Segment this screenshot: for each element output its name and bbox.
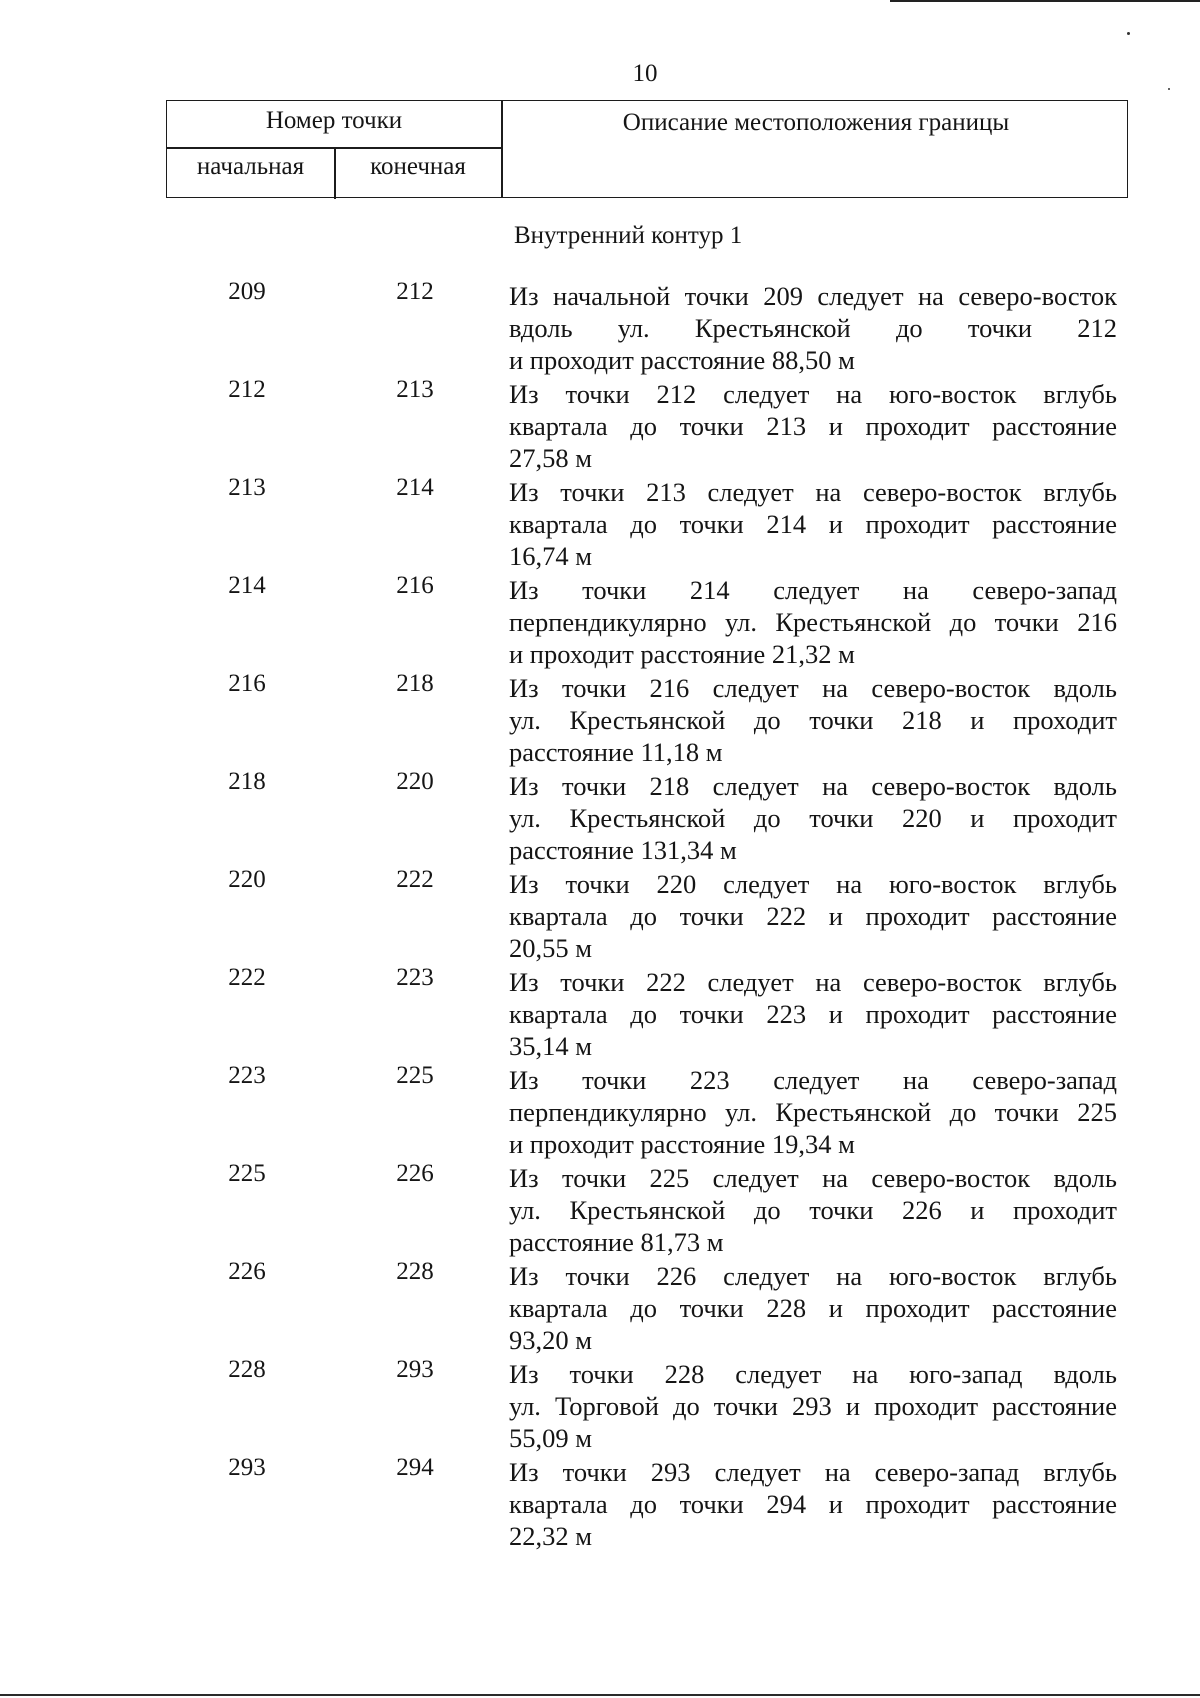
boundary-description [509,476,1117,572]
description-line: 93,20 м [509,1325,593,1355]
description-line: квартала до точки 294 и проходит расстояние [509,1489,1117,1519]
point-start: 228 [228,1356,266,1383]
scan-speck [1168,88,1170,90]
table-row [0,1454,1200,1552]
header-point-number: Номер точки [265,107,403,134]
description-line: расстояние 81,73 м [509,1227,724,1257]
description-line: Из начальной точки 209 следует на северо-восток [509,281,1117,311]
description-line: квартала до точки 213 и проходит расстояние [509,411,1117,441]
point-end: 213 [396,376,434,403]
description-line: квартала до точки 223 и проходит расстояние [509,999,1117,1029]
point-start: 218 [228,768,266,795]
point-end: 220 [396,768,434,795]
boundary-rows [0,278,1200,1552]
contour-title: Внутренний контур 1 [514,222,743,249]
description-line: квартала до точки 228 и проходит расстояние [509,1293,1117,1323]
description-line: Из точки 216 следует на северо-восток вдоль [509,673,1117,703]
description-line: и проходит расстояние 21,32 м [509,639,855,669]
description-line: расстояние 11,18 м [509,737,723,767]
description-line: Из точки 225 следует на северо-восток вдоль [509,1163,1117,1193]
point-end: 226 [396,1160,434,1187]
point-end: 214 [396,474,434,501]
point-end: 293 [396,1356,434,1383]
page-number: 10 [632,60,658,87]
table-row [0,866,1200,964]
scan-edge-top [890,0,1200,2]
description-line: перпендикулярно ул. Крестьянской до точки 225 [509,1097,1117,1127]
point-end: 228 [396,1258,434,1285]
point-start: 220 [228,866,266,893]
boundary-description [509,1456,1117,1552]
description-line: расстояние 131,34 м [509,835,737,865]
description-line: 20,55 м [509,933,593,963]
point-start: 214 [228,572,266,599]
boundary-description [509,280,1117,376]
boundary-description [509,1064,1117,1160]
description-line: вдоль ул. Крестьянской до точки 212 [509,313,1117,343]
table-row [0,1160,1200,1258]
boundary-description [509,1162,1117,1258]
point-start: 223 [228,1062,266,1089]
boundary-description [509,770,1117,866]
table-row [0,670,1200,768]
description-line: ул. Торговой до точки 293 и проходит расстояние [509,1391,1117,1421]
point-start: 226 [228,1258,266,1285]
point-end: 216 [396,572,434,599]
description-line: Из точки 222 следует на северо-восток вглубь [509,967,1117,997]
point-end: 212 [396,278,434,305]
point-end: 294 [396,1454,434,1481]
description-line: Из точки 228 следует на юго-запад вдоль [509,1359,1117,1389]
description-line: Из точки 214 следует на северо-запад [509,575,1117,605]
table-row [0,1356,1200,1454]
point-start: 293 [228,1454,266,1481]
table-row [0,1258,1200,1356]
table-row [0,278,1200,376]
description-line: 27,58 м [509,443,593,473]
description-line: Из точки 213 следует на северо-восток вглубь [509,477,1117,507]
description-line: Из точки 293 следует на северо-запад вглубь [509,1457,1117,1487]
point-end: 225 [396,1062,434,1089]
description-line: перпендикулярно ул. Крестьянской до точки 216 [509,607,1117,637]
description-line: 16,74 м [509,541,593,571]
description-line: и проходит расстояние 88,50 м [509,345,855,375]
point-end: 218 [396,670,434,697]
description-line: ул. Крестьянской до точки 220 и проходит [509,803,1117,833]
table-row [0,572,1200,670]
boundary-description [509,966,1117,1062]
description-line: ул. Крестьянской до точки 218 и проходит [509,705,1117,735]
point-start: 216 [228,670,266,697]
point-start: 213 [228,474,266,501]
description-line: квартала до точки 214 и проходит расстояние [509,509,1117,539]
table-row [0,376,1200,474]
description-line: Из точки 226 следует на юго-восток вглубь [509,1261,1117,1291]
header-start: начальная [196,153,305,180]
description-line: 55,09 м [509,1423,593,1453]
table-row [0,964,1200,1062]
boundary-description [509,1260,1117,1356]
point-end: 223 [396,964,434,991]
description-line: 35,14 м [509,1031,593,1061]
description-line: и проходит расстояние 19,34 м [509,1129,855,1159]
table-row [0,768,1200,866]
boundary-description [509,574,1117,670]
header-description: Описание местоположения границы [622,109,1010,136]
description-line: Из точки 220 следует на юго-восток вглубь [509,869,1117,899]
scan-edge-bottom [0,1694,1200,1696]
table-row [0,474,1200,572]
description-line: Из точки 223 следует на северо-запад [509,1065,1117,1095]
scan-speck [1127,32,1130,35]
boundary-description [509,672,1117,768]
table-row [0,1062,1200,1160]
point-start: 225 [228,1160,266,1187]
point-end: 222 [396,866,434,893]
point-start: 212 [228,376,266,403]
description-line: квартала до точки 222 и проходит расстояние [509,901,1117,931]
boundary-description [509,378,1117,474]
boundary-description [509,1358,1117,1454]
description-line: Из точки 212 следует на юго-восток вглубь [509,379,1117,409]
boundary-description [509,868,1117,964]
description-line: 22,32 м [509,1521,593,1551]
description-line: Из точки 218 следует на северо-восток вдоль [509,771,1117,801]
header-end: конечная [370,153,466,180]
table-header [166,100,1128,198]
description-line: ул. Крестьянской до точки 226 и проходит [509,1195,1117,1225]
point-start: 209 [228,278,266,305]
point-start: 222 [228,964,266,991]
